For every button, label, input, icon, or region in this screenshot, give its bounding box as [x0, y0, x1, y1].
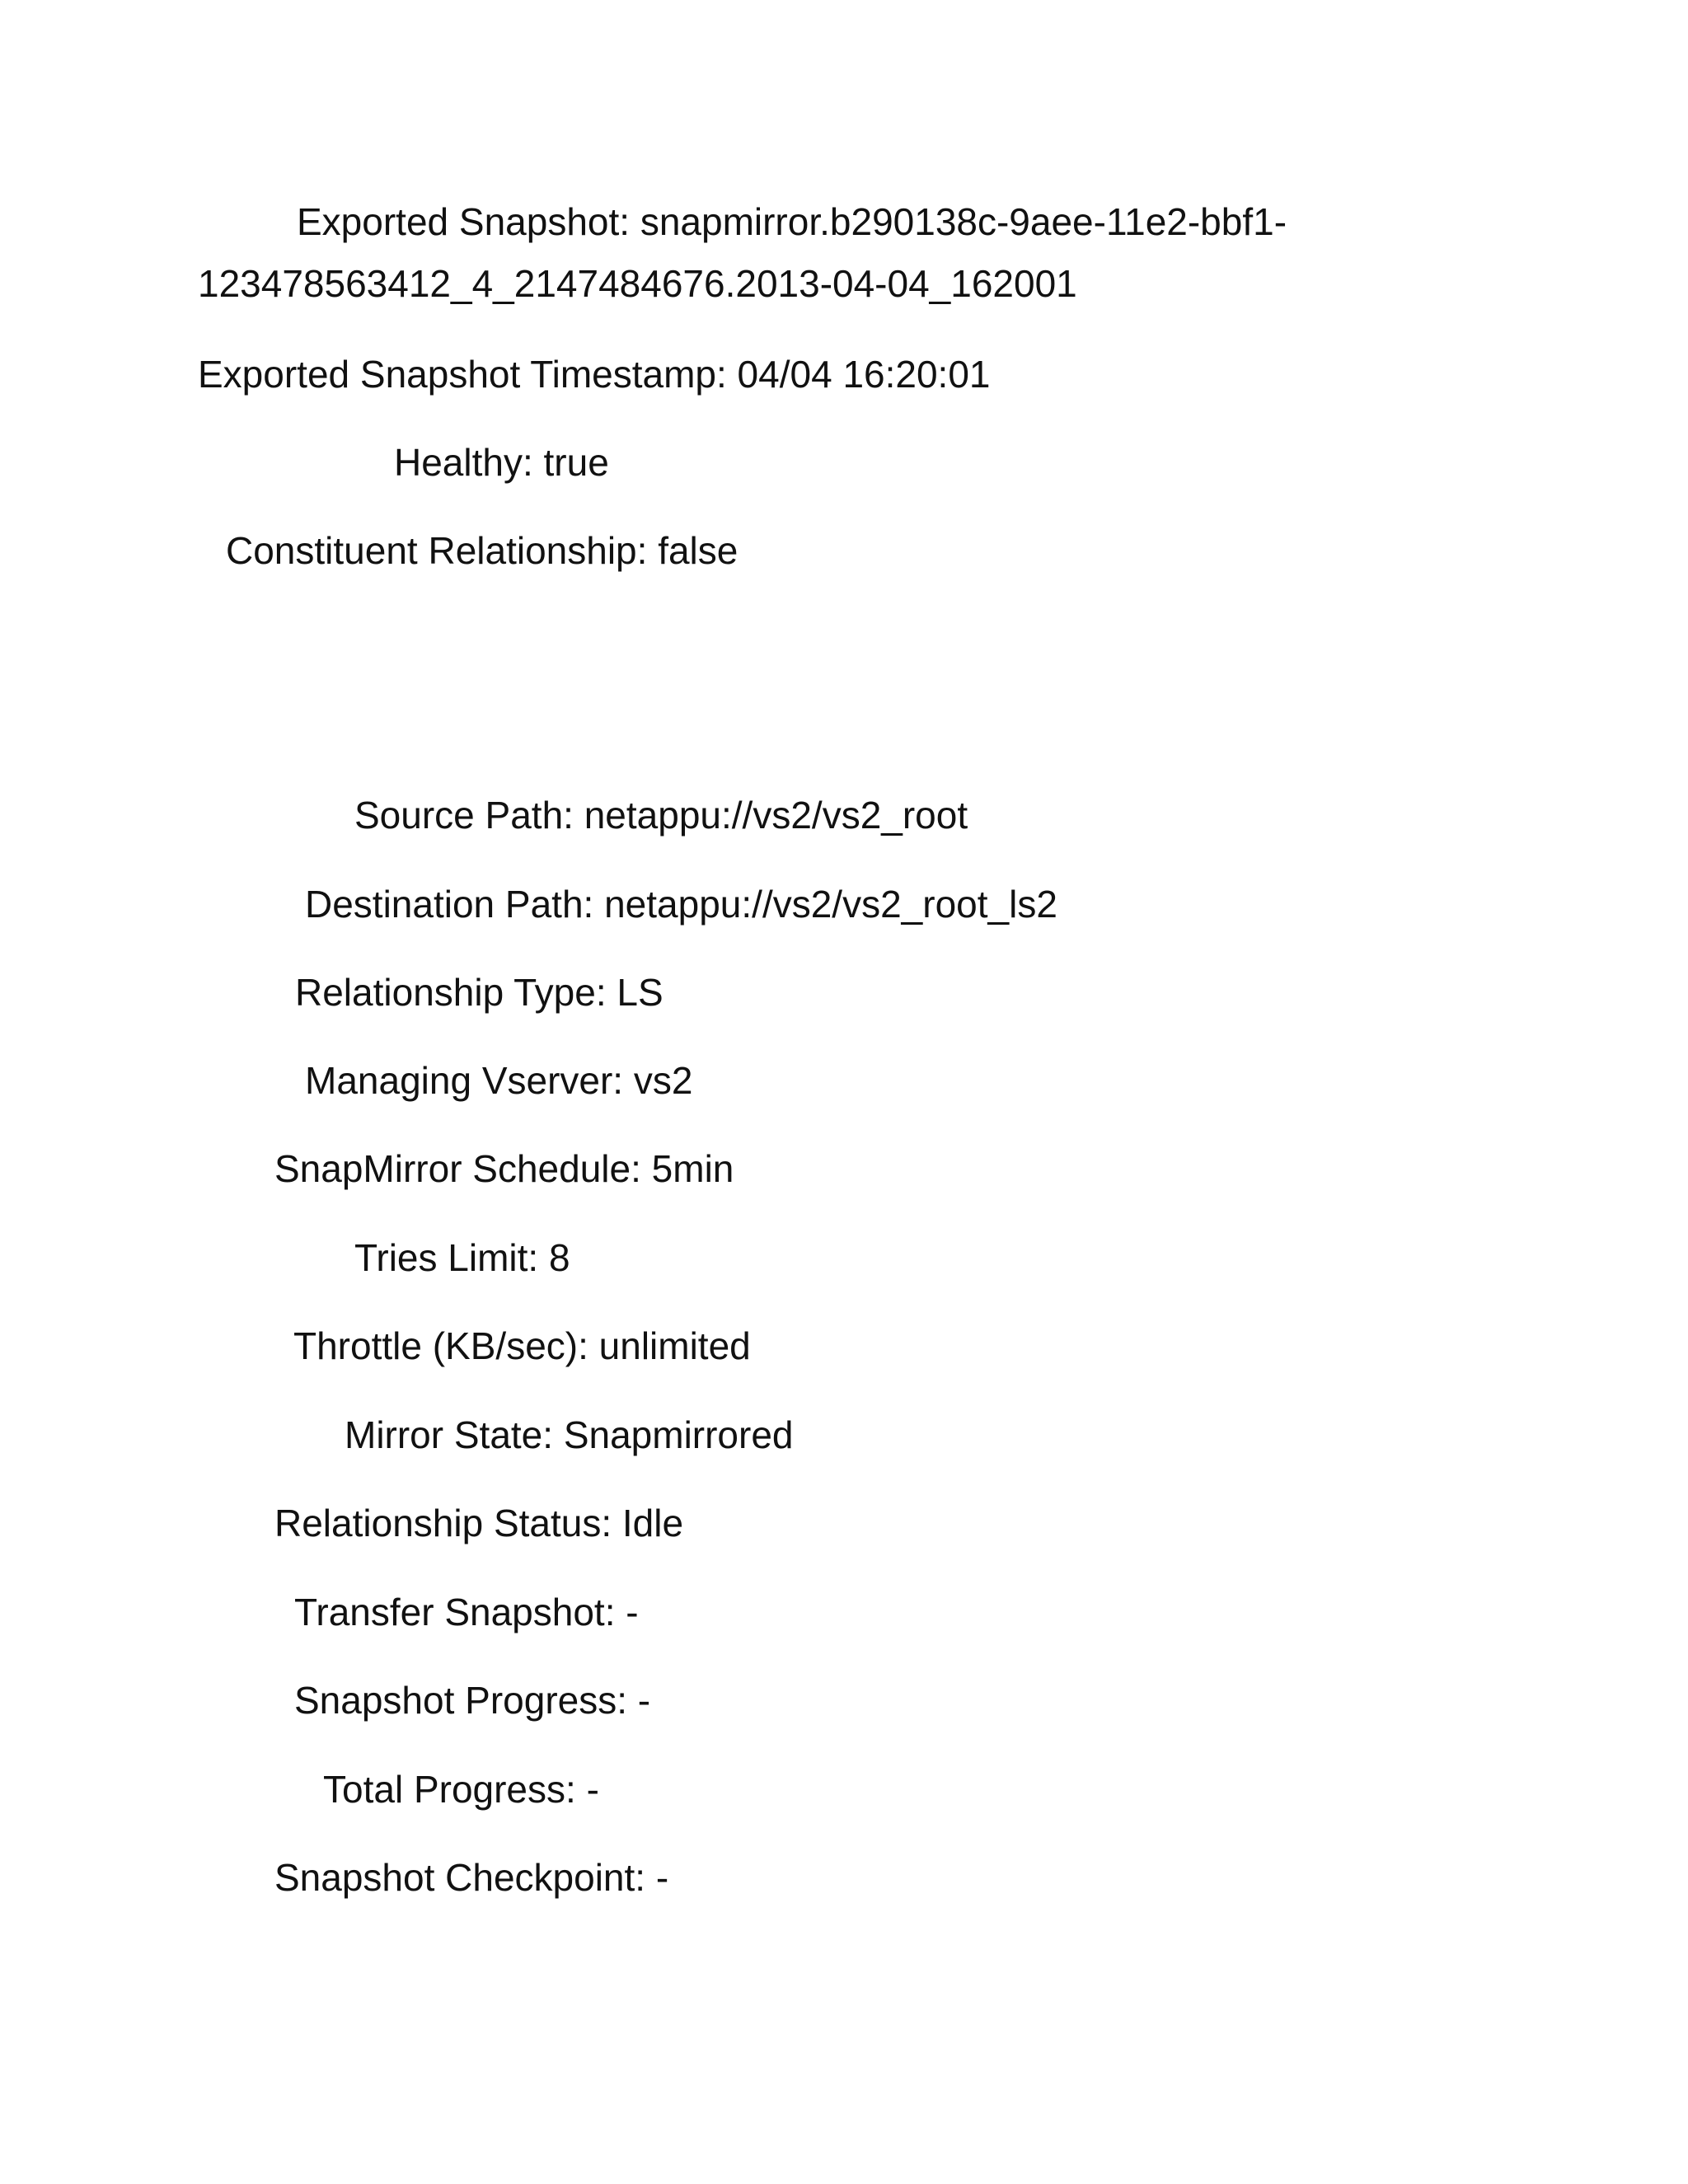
source-path-field: Source Path: netappu://vs2/vs2_root: [354, 794, 968, 837]
snapmirror-schedule-field: SnapMirror Schedule: 5min: [274, 1147, 734, 1190]
managing-vserver-field: Managing Vserver: vs2: [305, 1059, 693, 1102]
exported-snapshot-line-1: Exported Snapshot: snapmirror.b290138c-9aee-11e2-bbf1-: [297, 200, 1287, 243]
mirror-state-field: Mirror State: Snapmirrored: [345, 1413, 794, 1456]
tries-limit-field: Tries Limit: 8: [354, 1236, 570, 1279]
total-progress-field: Total Progress: -: [323, 1768, 599, 1811]
destination-path-field: Destination Path: netappu://vs2/vs2_root_ls2: [305, 883, 1057, 926]
healthy-field: Healthy: true: [394, 441, 609, 484]
exported-snapshot-timestamp: Exported Snapshot Timestamp: 04/04 16:20:01: [198, 353, 991, 396]
relationship-status-field: Relationship Status: Idle: [274, 1502, 684, 1544]
constituent-relationship-field: Constituent Relationship: false: [226, 529, 738, 572]
snapshot-progress-field: Snapshot Progress: -: [294, 1679, 651, 1722]
transfer-snapshot-field: Transfer Snapshot: -: [294, 1591, 639, 1633]
exported-snapshot-line-2: 123478563412_4_2147484676.2013-04-04_162001: [198, 262, 1077, 305]
relationship-type-field: Relationship Type: LS: [295, 971, 663, 1014]
snapshot-checkpoint-field: Snapshot Checkpoint: -: [274, 1856, 669, 1899]
throttle-field: Throttle (KB/sec): unlimited: [293, 1324, 751, 1367]
